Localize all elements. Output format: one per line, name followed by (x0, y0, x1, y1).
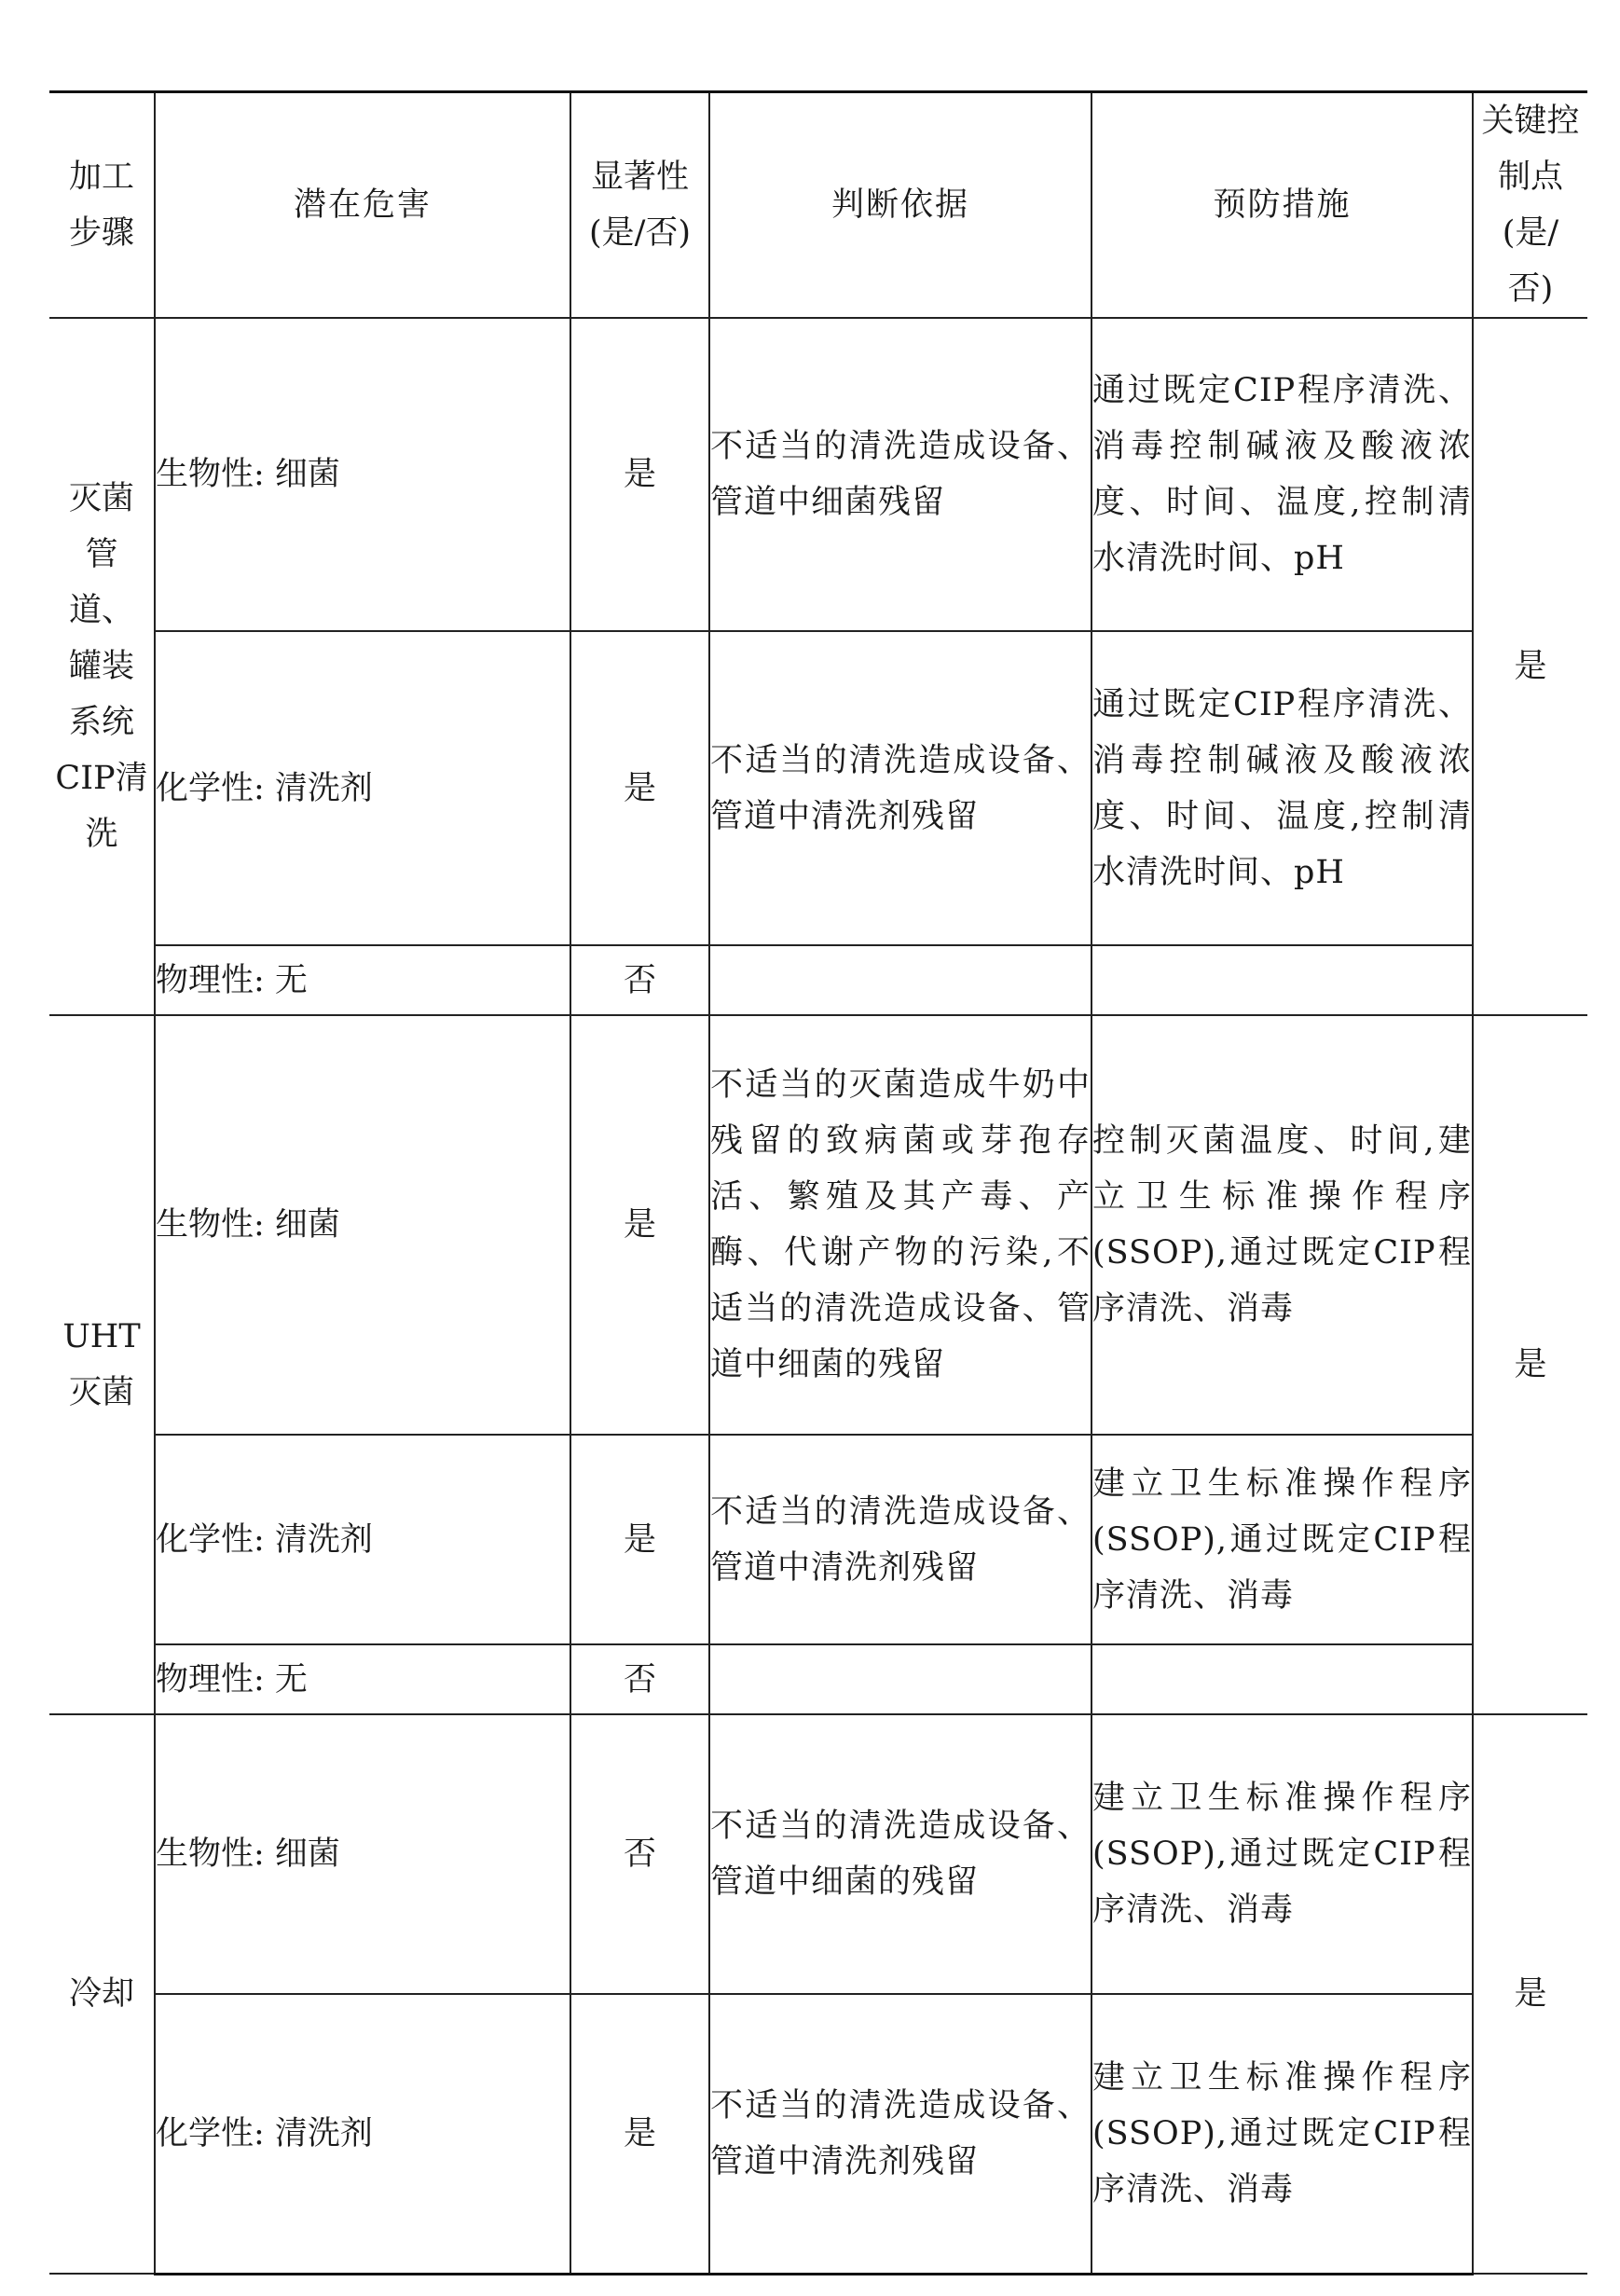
measures-cell: 通过既定CIP程序清洗、消毒控制碱液及酸液浓度、时间、温度,控制清水清洗时间、pH (1091, 631, 1473, 945)
table-row (49, 318, 1587, 631)
basis-cell: 不适当的清洗造成设备、管道中清洗剂残留 (709, 631, 1091, 945)
measures-cell (1091, 945, 1473, 1015)
table-row (49, 1015, 1587, 1435)
measures-cell: 建立卫生标准操作程序(SSOP),通过既定CIP程序清洗、消毒 (1091, 1435, 1473, 1644)
basis-cell (709, 945, 1091, 1015)
basis-cell (709, 1644, 1091, 1714)
measures-cell: 通过既定CIP程序清洗、消毒控制碱液及酸液浓度、时间、温度,控制清水清洗时间、pH (1091, 318, 1473, 631)
hazard-cell: 化学性: 清洗剂 (155, 1435, 570, 1644)
header-row (49, 92, 1587, 319)
measures-cell (1091, 1644, 1473, 1714)
step-cell: UHT灭菌 (49, 1015, 155, 1714)
measures-cell: 控制灭菌温度、时间,建立卫生标准操作程序(SSOP),通过既定CIP程序清洗、消毒 (1091, 1015, 1473, 1435)
significance-cell: 是 (570, 318, 709, 631)
header-ccp: 关键控制点(是/否) (1473, 92, 1587, 319)
significance-cell: 否 (570, 1714, 709, 1994)
header-significance: 显著性(是/否) (570, 92, 709, 319)
basis-cell: 不适当的清洗造成设备、管道中细菌残留 (709, 318, 1091, 631)
basis-cell: 不适当的清洗造成设备、管道中清洗剂残留 (709, 1994, 1091, 2274)
significance-cell: 是 (570, 1994, 709, 2274)
table-row (49, 1714, 1587, 1994)
basis-cell: 不适当的清洗造成设备、管道中清洗剂残留 (709, 1435, 1091, 1644)
significance-cell: 是 (570, 631, 709, 945)
hazard-cell: 化学性: 清洗剂 (155, 631, 570, 945)
basis-cell: 不适当的清洗造成设备、管道中细菌的残留 (709, 1714, 1091, 1994)
step-cell: 灭菌管道、罐装系统CIP清洗 (49, 318, 155, 1015)
hazard-cell: 生物性: 细菌 (155, 318, 570, 631)
header-hazard: 潜在危害 (155, 92, 570, 319)
table-row (49, 945, 1587, 1015)
significance-cell: 否 (570, 1644, 709, 1714)
hazard-cell: 物理性: 无 (155, 945, 570, 1015)
ccp-cell: 是 (1473, 1015, 1587, 1714)
header-measures: 预防措施 (1091, 92, 1473, 319)
basis-cell: 不适当的灭菌造成牛奶中残留的致病菌或芽孢存活、繁殖及其产毒、产酶、代谢产物的污染,不适当的清洗造成设备、管道中细菌的残留 (709, 1015, 1091, 1435)
ccp-cell: 是 (1473, 1714, 1587, 2274)
hazard-cell: 化学性: 清洗剂 (155, 1994, 570, 2274)
header-step: 加工步骤 (49, 92, 155, 319)
ccp-cell: 是 (1473, 318, 1587, 1015)
measures-cell: 建立卫生标准操作程序(SSOP),通过既定CIP程序清洗、消毒 (1091, 1994, 1473, 2274)
table-row (49, 1644, 1587, 1714)
measures-cell: 建立卫生标准操作程序(SSOP),通过既定CIP程序清洗、消毒 (1091, 1714, 1473, 1994)
table-row (49, 1435, 1587, 1644)
significance-cell: 是 (570, 1435, 709, 1644)
haccp-table (49, 90, 1587, 2275)
hazard-cell: 物理性: 无 (155, 1644, 570, 1714)
step-cell: 冷却 (49, 1714, 155, 2274)
table-row (49, 1994, 1587, 2274)
significance-cell: 否 (570, 945, 709, 1015)
significance-cell: 是 (570, 1015, 709, 1435)
hazard-cell: 生物性: 细菌 (155, 1015, 570, 1435)
hazard-cell: 生物性: 细菌 (155, 1714, 570, 1994)
table-row (49, 631, 1587, 945)
header-basis: 判断依据 (709, 92, 1091, 319)
